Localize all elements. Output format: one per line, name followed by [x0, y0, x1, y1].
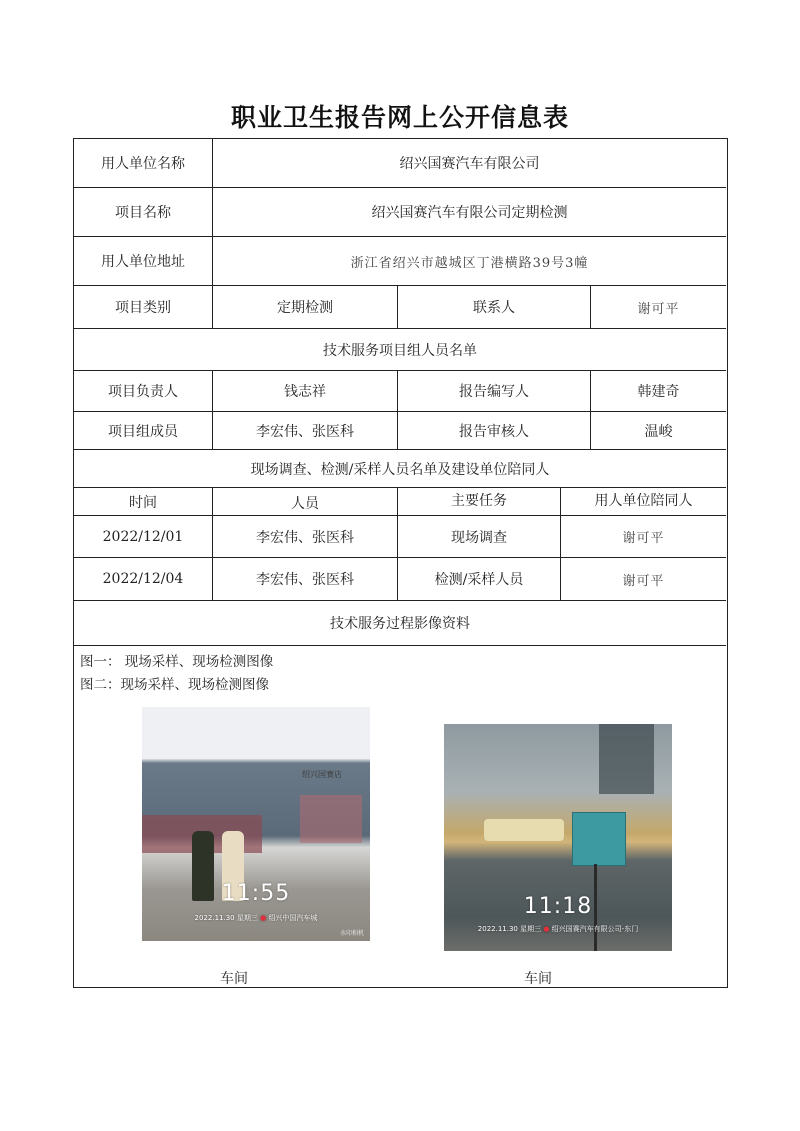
field-row-1-staff: 李宏伟、张医科 [213, 516, 398, 558]
field-row-2-staff: 李宏伟、张医科 [213, 558, 398, 601]
reviewer-value: 温峻 [591, 412, 726, 450]
location-pin-icon: ● [260, 914, 267, 922]
media-heading: 技术服务过程影像资料 [74, 601, 726, 646]
leader-value: 钱志祥 [213, 371, 398, 412]
sampling-device [572, 812, 626, 866]
leader-label: 项目负责人 [74, 371, 213, 412]
photo-building-exterior [142, 707, 370, 941]
figure-list [80, 651, 273, 697]
field-col-date: 时间 [74, 488, 213, 516]
field-row-1-task: 现场调查 [398, 516, 561, 558]
contact-value: 谢可平 [591, 286, 726, 329]
watermark: 水印相机 [339, 930, 364, 937]
field-col-task: 主要任务 [398, 488, 561, 516]
field-heading: 现场调查、检测/采样人员名单及建设单位陪同人 [74, 450, 726, 488]
field-row-2-task: 检测/采样人员 [398, 558, 561, 601]
project-name-label: 项目名称 [74, 188, 213, 237]
field-row-1-date: 2022/12/01 [74, 516, 213, 558]
photo-1-caption: 车间 [220, 971, 248, 987]
category-label: 项目类别 [74, 286, 213, 329]
photo-workshop-sampling [444, 724, 672, 951]
page-title: 职业卫生报告网上公开信息表 [230, 103, 569, 132]
photo-time: 11:18 [523, 894, 593, 919]
photo-stamp: 2022.11.30 星期三 ● 绍兴中国汽车城 [194, 914, 318, 922]
writer-value: 韩建奇 [591, 371, 726, 412]
field-col-staff: 人员 [213, 488, 398, 516]
field-row-2-escort: 谢可平 [561, 558, 726, 601]
employer-name-value: 绍兴国赛汽车有限公司 [213, 139, 726, 188]
project-name-value: 绍兴国赛汽车有限公司定期检测 [213, 188, 726, 237]
field-row-1-escort: 谢可平 [561, 516, 726, 558]
store-sign: 绍兴国赛店 [302, 770, 342, 779]
figure-line-1: 图一： 现场采样、现场检测图像 [80, 654, 274, 670]
members-value: 李宏伟、张医科 [213, 412, 398, 450]
contact-label: 联系人 [398, 286, 591, 329]
figure-line-2: 图二：现场采样、现场检测图像 [80, 677, 269, 693]
location-pin-icon: ● [543, 925, 550, 933]
reviewer-label: 报告审核人 [398, 412, 591, 450]
writer-label: 报告编写人 [398, 371, 591, 412]
field-row-2-date: 2022/12/04 [74, 558, 213, 601]
photo-stamp: 2022.11.30 星期三 ● 绍兴国赛汽车有限公司-东门 [477, 925, 639, 933]
address-label: 用人单位地址 [74, 237, 213, 286]
info-table [73, 138, 728, 988]
address-value: 浙江省绍兴市越城区丁港横路39号3幢 [213, 237, 726, 286]
photo-2-caption: 车间 [524, 971, 552, 987]
members-label: 项目组成员 [74, 412, 213, 450]
photo-time: 11:55 [221, 881, 291, 906]
employer-name-label: 用人单位名称 [74, 139, 213, 188]
team-heading: 技术服务项目组人员名单 [74, 329, 726, 371]
category-value: 定期检测 [213, 286, 398, 329]
field-col-escort: 用人单位陪同人 [561, 488, 726, 516]
